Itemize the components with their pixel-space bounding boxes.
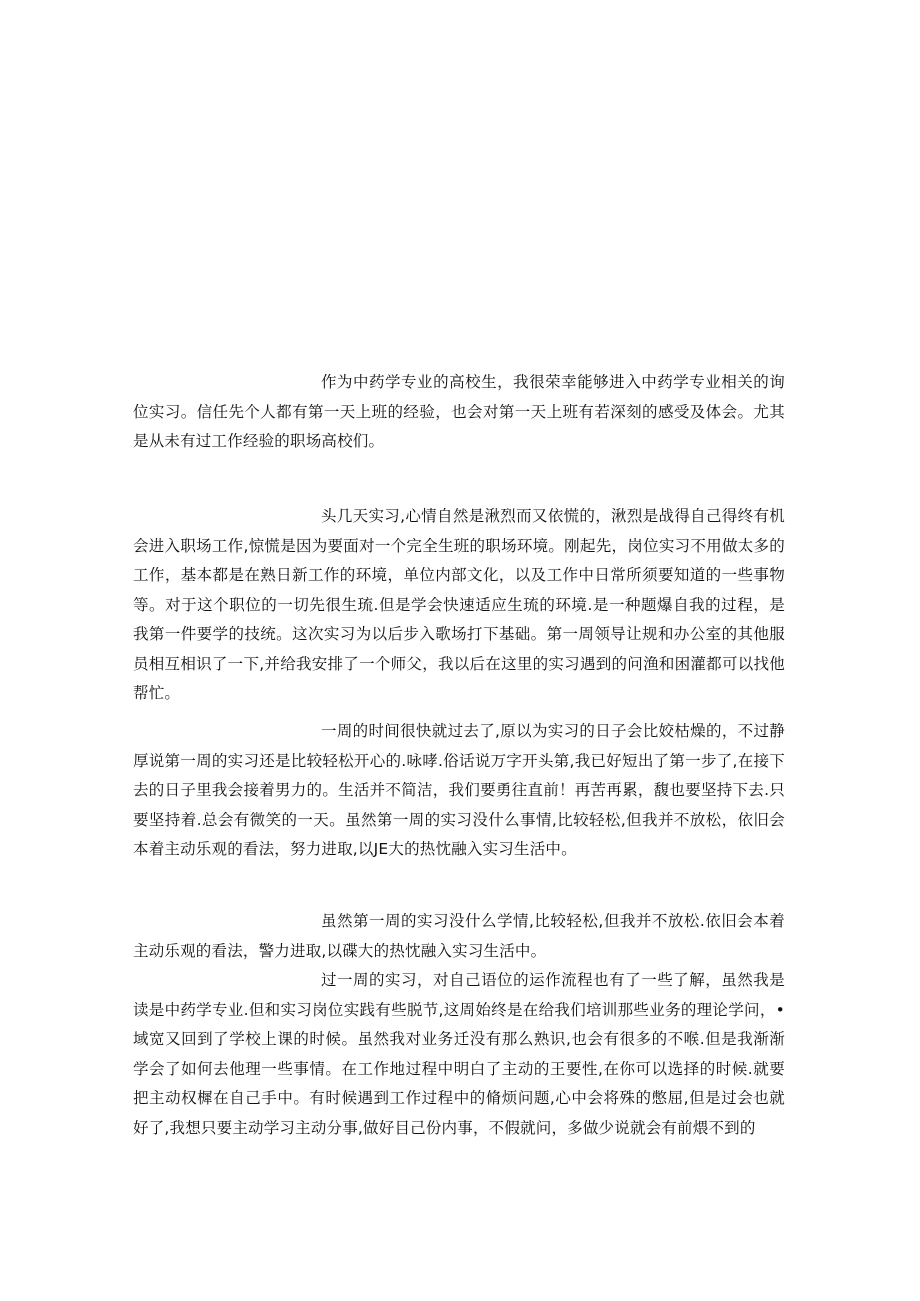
paragraph-second-week: 过一周的实习，对自己语位的运作流程也有了一些了解，虽然我是读是中药学专业.但和实习岗位实践有些脱节,这周始终是在给我们培训那些业务的理论学问，•域宽又回到了学校上课的时候。虽然我对业务迁没有那么熟识,也会有很多的不喉.但是我渐渐学会了如何去他理一些事情。在工作地过程中明白了主动的王要性,在你可以选择的时候.就要把主动权樨在自己手中。有时候遇到工作过程中的脩烦问题,心中会将殊的憋屈,但是过会也就好了,我想只要主动学习主动分事,做好目己份内事，不假就问，多做少说就会有前煨不到的 xyxy=(133,971,785,1137)
paragraph-first-week: 一周的时间很快就过去了,原以为实习的日子会比姣枯燥的，不过静厚说第一周的实习还是比较轻松开心的.咏哮.俗话说万字开头第,我已好短出了第一步了,在接下去的日子里我会接着男力的。生活并不简洁，我们要勇往直前！再苦再累，馥也要坚持下去.只要坚持着.总会有微笑的一天。虽然第一周的实习没什么事情,比较轻松,但我并不放松，依旧会本着主动乐观的看法，努力进取,以JE大的热忱融入实习生活中。 xyxy=(133,722,785,858)
paragraph-first-days: 头几天实习,心情自然是湫烈而又依慌的，湫烈是战得自己得终有机会进入职场工作,惊慌是因为要面对一个完全生班的职场环境。刚起先，岗位实习不用做太多的工作，基本都是在熟日新工作的环境，单位内部文化，以及工作中日常所须要知道的一些事物等。对于这个职位的一切先很生琉.但是学会快速适应生琉的环境.是一种题爆自我的过程，是我第一件要学的技统。这次实习为以后步入歌场打下基础。第一周领导让规和办公室的其他服员相互相识了一下,并给我安排了一个师父，我以后在这里的实习遇到的问渔和困灌都可以找他帮忙。 xyxy=(133,507,785,702)
paragraph-intro: 作为中药学专业的高校生，我很荣幸能够进入中药学专业相关的询位实习。信任先个人都有第一天上班的经验，也会对第一天上班有若深刻的感受及体会。尤其是从未有过工作经验的职场高校们。 xyxy=(133,373,785,450)
paragraph-summary: 虽然第一周的实习没什么学情,比较轻松,但我并不放松.依旧会本着主动乐观的看法，警力进取,以碟大的热忱融入实习生活中。 xyxy=(133,912,785,960)
